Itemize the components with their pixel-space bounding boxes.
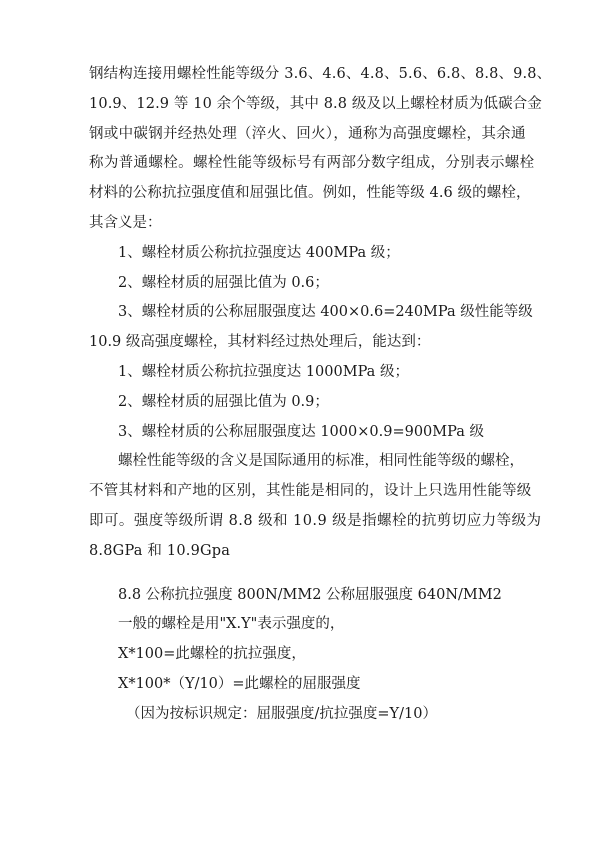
paragraph-bolt-grades — [89, 60, 552, 239]
list-item: 1、螺栓材质公称抗拉强度达 400MPa 级； — [118, 244, 400, 261]
text-line: 钢结构连接用螺栓性能等级分 3.6、4.6、4.8、5.6、6.8、8.8、9.8、 — [89, 66, 552, 82]
text-line: 钢或中碳钢并经热处理（淬火、回火），通称为高强度螺栓，其余通 — [89, 125, 526, 142]
text-line: 称为普通螺栓。螺栓性能等级标号有两部分数字组成，分别表示螺栓 — [89, 155, 535, 172]
paragraph-grade-meaning — [89, 447, 542, 566]
text-line: 即可。强度等级所谓 8.8 级和 10.9 级是指螺栓的抗剪切应力等级为 — [89, 512, 542, 529]
paragraph-spacer — [89, 567, 514, 581]
text-line: 不管其材料和产地的区别，其性能是相同的，设计上只选用性能等级 — [89, 483, 532, 500]
text-line: X*100=此螺栓的抗拉强度， — [118, 646, 306, 663]
list-grade-10-9 — [89, 358, 514, 447]
transition-line: 10.9 级高强度螺栓，其材料经过热处理后，能达到： — [89, 334, 431, 351]
list-grade-4-6 — [89, 239, 533, 328]
list-item: 2、螺栓材质的屈强比值为 0.6； — [118, 274, 329, 291]
text-line: 螺栓性能等级的含义是国际通用的标准，相同性能等级的螺栓， — [118, 453, 524, 470]
section-strength-notation — [89, 581, 514, 730]
text-line: 10.9、12.9 等 10 余个等级，其中 8.8 级及以上螺栓材质为低碳合金 — [89, 95, 542, 112]
text-line: 8.8 公称抗拉强度 800N/MM2 公称屈服强度 640N/MM2 — [118, 586, 502, 603]
list-item: 3、螺栓材质的公称屈服强度达 1000×0.9=900MPa 级 — [118, 423, 484, 440]
document-body — [89, 60, 552, 730]
list-item: 2、螺栓材质的屈强比值为 0.9； — [118, 393, 329, 410]
list-item: 1、螺栓材质公称抗拉强度达 1000MPa 级； — [118, 363, 409, 380]
text-line: 8.8GPa 和 10.9Gpa — [89, 542, 231, 559]
text-line: 材料的公称抗拉强度值和屈强比值。例如，性能等级 4.6 级的螺栓， — [89, 185, 531, 202]
text-line: 其含义是： — [89, 214, 162, 231]
text-line: X*100*（Y/10）=此螺栓的屈服强度 — [118, 675, 361, 692]
list-item: 3、螺栓材质的公称屈服强度达 400×0.6=240MPa 级性能等级 — [118, 304, 533, 321]
text-line: 一般的螺栓是用"X.Y"表示强度的， — [118, 616, 345, 633]
text-line: （因为按标识规定：屈服强度/抗拉强度=Y/10） — [126, 705, 437, 722]
